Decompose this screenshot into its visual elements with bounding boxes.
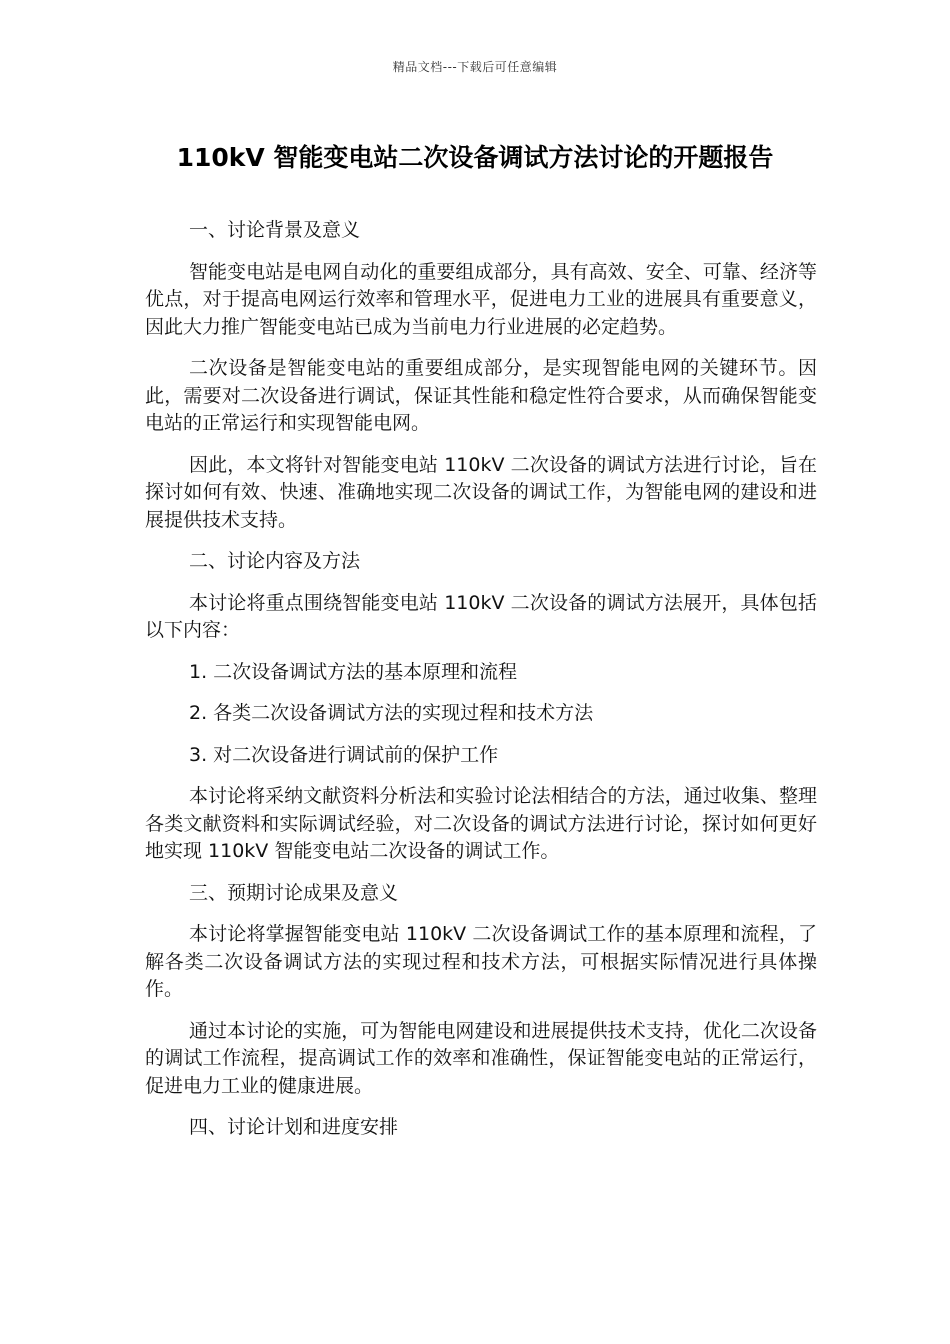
page-header: 精品文档---下载后可任意编辑 bbox=[392, 60, 558, 74]
body-paragraph: 二次设备是智能变电站的重要组成部分，是实现智能电网的关键环节。因此，需要对二次设备进行调试，保证其性能和稳定性符合要求，从而确保智能变电站的正常运行和实现智能电网。 bbox=[145, 357, 817, 434]
document-title: 110kV 智能变电站二次设备调试方法讨论的开题报告 bbox=[176, 143, 774, 172]
list-item: 3. 对二次设备进行调试前的保护工作 bbox=[189, 743, 499, 766]
section-heading: 四、讨论计划和进度安排 bbox=[189, 1116, 399, 1138]
section-heading: 一、讨论背景及意义 bbox=[189, 219, 361, 241]
body-paragraph: 本讨论将掌握智能变电站 110kV 二次设备调试工作的基本原理和流程，了解各类二次设备调试方法的实现过程和技术方法，可根据实际情况进行具体操作。 bbox=[145, 923, 817, 1000]
document-body bbox=[145, 217, 817, 1156]
list-item: 2. 各类二次设备调试方法的实现过程和技术方法 bbox=[189, 702, 594, 724]
list-item: 1. 二次设备调试方法的基本原理和流程 bbox=[189, 660, 518, 683]
body-paragraph: 本讨论将采纳文献资料分析法和实验讨论法相结合的方法，通过收集、整理各类文献资料和实际调试经验，对二次设备的调试方法进行讨论，探讨如何更好地实现 110kV 智能变电站二次设备的调试工作。 bbox=[145, 785, 817, 862]
body-paragraph: 因此，本文将针对智能变电站 110kV 二次设备的调试方法进行讨论，旨在探讨如何有效、快速、准确地实现二次设备的调试工作，为智能电网的建设和进展提供技术支持。 bbox=[145, 453, 817, 531]
section-heading: 三、预期讨论成果及意义 bbox=[189, 881, 399, 904]
body-paragraph: 本讨论将重点围绕智能变电站 110kV 二次设备的调试方法展开，具体包括以下内容： bbox=[145, 591, 817, 641]
body-paragraph: 通过本讨论的实施，可为智能电网建设和进展提供技术支持，优化二次设备的调试工作流程，提高调试工作的效率和准确性，保证智能变电站的正常运行，促进电力工业的健康进展。 bbox=[145, 1019, 817, 1097]
body-paragraph: 智能变电站是电网自动化的重要组成部分，具有高效、安全、可靠、经济等优点，对于提高电网运行效率和管理水平，促进电力工业的进展具有重要意义，因此大力推广智能变电站已成为当前电力行业进展的必定趋势。 bbox=[145, 260, 817, 338]
section-heading: 二、讨论内容及方法 bbox=[189, 550, 361, 572]
